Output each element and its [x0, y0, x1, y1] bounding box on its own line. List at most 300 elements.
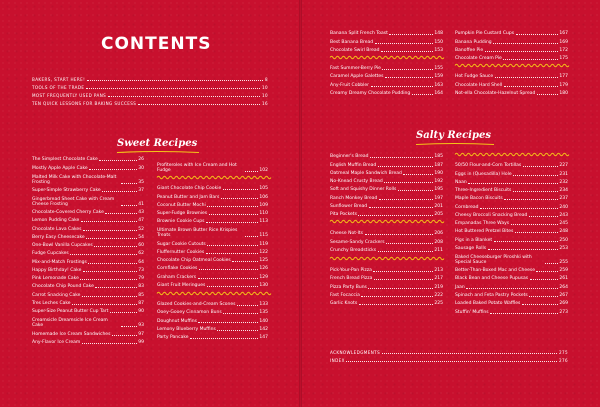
- toc-entry-title: Pumpkin Pie Custard Cups: [455, 31, 515, 37]
- dot-leader: [207, 206, 258, 207]
- toc-entry-title: ACKNOWLEDGMENTS: [330, 349, 381, 355]
- squiggle-divider: [157, 291, 268, 296]
- dot-leader: [207, 286, 258, 287]
- toc-entry[interactable]: [330, 265, 443, 273]
- toc-entry-title: Giant Fruit Meringues: [157, 282, 206, 288]
- dot-leader: [386, 243, 433, 244]
- toc-entry-title: TOOLS OF THE TRADE: [32, 84, 85, 90]
- toc-entry[interactable]: [157, 315, 268, 323]
- dot-leader: [384, 182, 433, 183]
- toc-entry[interactable]: [330, 281, 443, 289]
- toc-entry-title: Banoffee Pie: [455, 47, 484, 53]
- toc-entry-title: Sesame-Sandy Crackers: [330, 239, 385, 245]
- toc-entry-page: 261: [559, 276, 568, 282]
- toc-entry[interactable]: [455, 306, 568, 314]
- toc-entry-title: Sausage Rolls: [455, 245, 487, 251]
- dot-leader: [83, 271, 137, 272]
- toc-entry[interactable]: [32, 193, 144, 207]
- dot-leader: [485, 51, 558, 52]
- dot-leader: [110, 312, 137, 313]
- dot-leader: [80, 279, 136, 280]
- toc-entry-title: Fudge Cupcakes: [32, 251, 69, 257]
- toc-entry[interactable]: [157, 263, 268, 271]
- toc-entry[interactable]: [32, 256, 144, 264]
- toc-entry-page: 142: [259, 326, 268, 332]
- pies-group: [330, 63, 443, 96]
- toc-entry-page: 276: [558, 357, 568, 363]
- toc-entry-page: 115: [259, 233, 268, 239]
- toc-entry-page: 147: [259, 335, 268, 341]
- dot-leader: [70, 254, 137, 255]
- toc-entry-title: Chocolate Swirl Bread: [330, 47, 380, 53]
- toc-entry-page: 43: [138, 210, 144, 216]
- toc-entry-page: 60: [138, 243, 144, 249]
- toc-entry-page: 192: [434, 179, 443, 185]
- toc-entry-page: 240: [559, 204, 568, 210]
- toc-entry[interactable]: [455, 53, 568, 61]
- toc-entry[interactable]: [32, 207, 144, 215]
- dot-leader: [371, 86, 433, 87]
- toc-entry[interactable]: [32, 154, 144, 162]
- toc-entry-page: 269: [559, 301, 568, 307]
- toc-entry-title: Stuffin' Muffins: [455, 309, 489, 315]
- toc-entry-title: Chocolate-Covered Cherry Cake: [32, 210, 104, 216]
- dot-leader: [385, 77, 433, 78]
- dot-leader: [516, 34, 558, 35]
- toc-entry-page: 267: [559, 292, 568, 298]
- toc-entry[interactable]: [32, 328, 144, 336]
- dot-leader: [72, 304, 137, 305]
- dot-leader: [529, 216, 558, 217]
- toc-entry-title: 50/50 Flour-and-Corn Tortillas: [455, 163, 522, 169]
- toc-entry-title: Berry Easy Cheesecake: [32, 234, 85, 240]
- dot-leader: [221, 198, 258, 199]
- toc-entry-page: 153: [434, 47, 443, 53]
- toc-entry[interactable]: [32, 337, 144, 345]
- toc-entry-title: Pink Lemonade Cake: [32, 276, 79, 282]
- toc-entry[interactable]: [330, 28, 443, 36]
- toc-entry[interactable]: [330, 79, 443, 87]
- toc-entry-page: 97: [138, 331, 144, 337]
- toc-entry[interactable]: [157, 271, 268, 279]
- toc-entry-title: Lemony Blueberry Muffins: [157, 326, 216, 332]
- toc-entry-title: Banana Pudding: [455, 39, 492, 45]
- toc-entry-title: Ranch Monkey Bread: [330, 195, 378, 201]
- toc-entry[interactable]: [330, 236, 443, 244]
- toc-entry-page: 64: [138, 259, 144, 265]
- toc-entry-page: 8: [264, 76, 268, 82]
- dot-leader: [488, 249, 558, 250]
- toc-entry-title: Crunchy Breadsticks: [330, 247, 377, 253]
- dot-leader: [537, 94, 558, 95]
- toc-entry-page: 211: [434, 247, 443, 253]
- toc-entry-page: 222: [434, 292, 443, 298]
- toc-entry-title: Graham Crackers: [157, 274, 197, 280]
- dot-leader: [495, 77, 558, 78]
- dot-leader: [382, 69, 432, 70]
- toc-entry[interactable]: [32, 306, 144, 314]
- toc-entry[interactable]: [157, 255, 268, 263]
- toc-entry-page: 73: [138, 267, 144, 273]
- toc-entry-title: Fluffernutter Cookies: [157, 249, 205, 255]
- toc-entry-title: Hot Buttered Pretzel Bites: [455, 229, 514, 235]
- toc-entry-title: Pizza Party Buns: [330, 284, 367, 290]
- toc-entry-title: Not-ella Chocolate-Hazelnut Spread: [455, 90, 536, 96]
- dot-leader: [82, 296, 137, 297]
- toc-entry[interactable]: [157, 299, 268, 307]
- toc-entry[interactable]: [455, 273, 568, 281]
- toc-entry-title: BAKERS, START HERE!: [32, 76, 86, 82]
- toc-entry-title: Caramel Apple Galettes: [330, 74, 384, 80]
- dot-leader: [102, 191, 137, 192]
- toc-entry[interactable]: [330, 209, 443, 217]
- toc-entry[interactable]: [330, 151, 443, 159]
- toc-entry[interactable]: [157, 324, 268, 332]
- dot-leader: [529, 296, 558, 297]
- dot-leader: [522, 304, 558, 305]
- toc-entry[interactable]: [330, 184, 443, 192]
- toc-entry-title: Fast Summer-Berry Pie: [330, 66, 381, 72]
- salty-breads-group: [330, 151, 443, 217]
- toc-entry-title: Better-Than-Boxed Mac and Cheese: [455, 268, 535, 274]
- sweet-cakes-column: [32, 154, 144, 345]
- toc-entry[interactable]: [330, 159, 443, 167]
- salty-right-column: [455, 152, 568, 315]
- toc-entry-title: No-Knead Crusty Bread: [330, 179, 383, 185]
- toc-entry-title: Garlic Knots: [330, 301, 358, 307]
- toc-entry[interactable]: [330, 290, 443, 298]
- toc-entry-title: Baked Cheeseburger Piroshki with Special Sauce: [455, 254, 532, 265]
- toc-entry[interactable]: [455, 168, 568, 176]
- dot-leader: [190, 338, 258, 339]
- toc-entry-title: Ultimate Brown Butter Rice Krispies Treats: [157, 228, 238, 239]
- squiggle-divider: [330, 256, 443, 261]
- toc-entry[interactable]: [157, 307, 268, 315]
- dot-leader: [121, 326, 137, 327]
- toc-entry[interactable]: [32, 281, 144, 289]
- toc-entry[interactable]: [455, 218, 568, 226]
- toc-entry[interactable]: [455, 243, 568, 251]
- toc-entry[interactable]: [330, 347, 568, 355]
- dot-leader: [412, 94, 433, 95]
- toc-entry[interactable]: [455, 177, 568, 185]
- toc-entry-page: 208: [434, 239, 443, 245]
- dot-leader: [361, 296, 433, 297]
- toc-entry[interactable]: [32, 215, 144, 223]
- toc-entry-title: The Simplest Chocolate Cake: [32, 157, 98, 163]
- toc-entry-title: Sunflower Bread: [330, 203, 368, 209]
- toc-entry-page: 62: [138, 251, 144, 257]
- toc-entry[interactable]: [330, 228, 443, 236]
- toc-entry[interactable]: [157, 247, 268, 255]
- toc-entry-page: 119: [259, 241, 268, 247]
- toc-entry[interactable]: [330, 298, 443, 306]
- toc-entry-page: 248: [559, 229, 568, 235]
- toc-entry[interactable]: [455, 210, 568, 218]
- toc-entry[interactable]: [330, 168, 443, 176]
- toc-entry[interactable]: [455, 201, 568, 209]
- toc-entry-page: 140: [259, 318, 268, 324]
- toc-entry[interactable]: [157, 332, 268, 340]
- toc-entry-title: Chocolate Lava Cakes: [32, 226, 82, 232]
- toc-entry-title: One-Bowl Vanilla Cupcakes: [32, 243, 93, 249]
- toc-entry-page: 264: [559, 284, 568, 290]
- sweet-cookies-group: [157, 183, 268, 288]
- toc-entry-title: Cornflake Cookies: [157, 266, 198, 272]
- squiggle-divider: [157, 175, 268, 180]
- dot-leader: [493, 43, 558, 44]
- toc-entry[interactable]: [157, 216, 268, 224]
- dot-leader: [105, 213, 136, 214]
- dot-leader: [81, 221, 137, 222]
- dot-leader: [207, 245, 258, 246]
- dot-leader: [198, 278, 258, 279]
- squiggle-divider: [455, 63, 568, 68]
- dot-leader: [199, 269, 258, 270]
- dot-leader: [513, 175, 558, 176]
- toc-entry-title: MOST FREQUENTLY USED PANS: [32, 92, 107, 98]
- toc-entry-page: 37: [138, 187, 144, 193]
- toc-entry-page: 187: [434, 162, 443, 168]
- toc-entry-page: 26: [138, 157, 144, 163]
- toc-entry[interactable]: [455, 88, 568, 96]
- dot-leader: [536, 271, 557, 272]
- toc-entry-title: English Muffin Bread: [330, 162, 377, 168]
- toc-entry[interactable]: [32, 240, 144, 248]
- toc-entry[interactable]: [32, 248, 144, 256]
- toc-entry[interactable]: [455, 265, 568, 273]
- toc-entry[interactable]: [455, 160, 568, 168]
- dot-leader: [369, 207, 433, 208]
- toc-entry[interactable]: [330, 245, 443, 253]
- toc-entry[interactable]: [32, 223, 144, 231]
- toc-entry-page: 30: [138, 165, 144, 171]
- toc-entry[interactable]: [330, 71, 443, 79]
- dot-leader: [138, 104, 261, 105]
- dot-leader: [95, 287, 136, 288]
- toc-entry-title: Sugar Cookie Cutouts: [157, 241, 206, 247]
- toc-entry[interactable]: [157, 159, 268, 173]
- toc-entry[interactable]: [455, 251, 568, 265]
- dot-leader: [223, 189, 258, 190]
- toc-entry[interactable]: [32, 298, 144, 306]
- toc-entry-page: 83: [138, 284, 144, 290]
- toc-entry[interactable]: [455, 28, 568, 36]
- dot-leader: [370, 157, 433, 158]
- toc-entry[interactable]: [157, 183, 268, 191]
- dot-leader: [346, 361, 557, 362]
- toc-entry-page: 148: [434, 31, 443, 37]
- toc-entry-page: 175: [559, 56, 568, 62]
- dot-leader: [365, 234, 433, 235]
- toc-entry-page: 87: [138, 300, 144, 306]
- toc-entry[interactable]: [157, 191, 268, 199]
- toc-entry-page: 47: [138, 218, 144, 224]
- toc-entry-title: Empanadas Three Ways: [455, 221, 510, 227]
- toc-entry-title: Malted Milk Cake with Chocolate-Malt Frosting: [32, 174, 117, 185]
- salty-snacks-group: [455, 160, 568, 315]
- dot-leader: [108, 96, 261, 97]
- dot-leader: [89, 169, 137, 170]
- toc-entry[interactable]: [455, 79, 568, 87]
- toc-entry-page: 255: [559, 259, 568, 265]
- toc-entry-page: 35: [138, 179, 144, 185]
- toc-entry-title: French Bread Pizza: [330, 276, 373, 282]
- toc-entry-page: 109: [259, 202, 268, 208]
- dot-leader: [206, 222, 258, 223]
- toc-entry[interactable]: [32, 289, 144, 297]
- toc-entry-page: 90: [138, 309, 144, 315]
- toc-entry-page: 205: [434, 212, 443, 218]
- dot-leader: [99, 160, 137, 161]
- toc-entry[interactable]: [330, 176, 443, 184]
- dot-leader: [382, 353, 558, 354]
- toc-entry-page: 150: [434, 39, 443, 45]
- toc-entry[interactable]: [455, 185, 568, 193]
- toc-entry-title: Maple Bacon Biscuits: [455, 196, 503, 202]
- toc-entry-page: 125: [259, 258, 268, 264]
- toc-entry-title: Pita Pockets: [330, 212, 357, 218]
- toc-entry-title: Super-Size Peanut Butter Cup Tart: [32, 309, 109, 315]
- toc-entry[interactable]: [157, 238, 268, 246]
- toc-entry[interactable]: [32, 82, 268, 90]
- toc-entry-page: 201: [434, 203, 443, 209]
- toc-entry-title: Super-Fudge Brownies: [157, 211, 208, 217]
- front-matter-list: [32, 74, 268, 106]
- toc-entry[interactable]: [455, 226, 568, 234]
- toc-entry[interactable]: [157, 280, 268, 288]
- toc-entry-page: 54: [138, 234, 144, 240]
- dot-leader: [480, 208, 558, 209]
- toc-entry[interactable]: [330, 45, 443, 53]
- toc-entry-page: 275: [558, 349, 568, 355]
- toc-entry[interactable]: [455, 290, 568, 298]
- toc-entry-title: Spinach and Feta Pastry Pockets: [455, 292, 528, 298]
- toc-entry-title: Gingerbread Sheet Cake with Cream Cheese Frosting: [32, 196, 115, 207]
- toc-entry-title: Brownie Cookie Cups: [157, 219, 205, 225]
- toc-entry[interactable]: [330, 192, 443, 200]
- toc-entry[interactable]: [157, 200, 268, 208]
- toc-entry[interactable]: [32, 162, 144, 170]
- toc-entry-title: Peanut Butter and Jam Bars: [157, 194, 220, 200]
- toc-entry-title: Glazed Cookies-and-Cream Scones: [157, 302, 236, 308]
- toc-entry-page: 232: [559, 179, 568, 185]
- dot-leader: [206, 253, 258, 254]
- toc-entry[interactable]: [455, 36, 568, 44]
- toc-entry-page: 133: [259, 302, 268, 308]
- toc-entry-title: Lemon Pudding Cake: [32, 218, 80, 224]
- toc-entry-page: 122: [259, 249, 268, 255]
- toc-entry[interactable]: [32, 74, 268, 82]
- toc-entry-title: Profiteroles with Ice Cream and Hot Fudge: [157, 163, 237, 173]
- dot-leader: [368, 288, 433, 289]
- toc-entry[interactable]: [455, 281, 568, 289]
- toc-entry-title: INDEX: [330, 357, 345, 363]
- toc-entry[interactable]: [330, 88, 443, 96]
- salty-pizza-group: [330, 265, 443, 306]
- dot-leader: [245, 171, 258, 172]
- toc-entry[interactable]: [32, 265, 144, 273]
- toc-entry-title: Creamsicle Dreamsicle Ice Cream Cake: [32, 318, 108, 329]
- dot-leader: [374, 279, 433, 280]
- sweet-recipes-heading: Sweet Recipes: [117, 138, 198, 149]
- toc-entry-page: 177: [559, 74, 568, 80]
- toc-entry-title: Pigs in a Blanket: [455, 237, 493, 243]
- toc-entry[interactable]: [32, 98, 268, 106]
- dot-leader: [86, 88, 261, 89]
- toc-entry[interactable]: [330, 36, 443, 44]
- toc-entry[interactable]: [330, 273, 443, 281]
- toc-entry-page: 245: [559, 221, 568, 227]
- dot-leader: [398, 190, 433, 191]
- toc-entry-title: Mix-and-Match Frostings: [32, 259, 87, 265]
- heading-underline: [416, 142, 494, 146]
- toc-entry[interactable]: [455, 234, 568, 242]
- toc-entry[interactable]: [157, 208, 268, 216]
- dot-leader: [494, 241, 558, 242]
- toc-entry-title: Chocolate Chip Oatmeal Cookies: [157, 258, 231, 264]
- toc-entry[interactable]: [32, 232, 144, 240]
- toc-entry-title: Cheese Not-Its: [330, 231, 364, 237]
- sweet-profiteroles-group: [157, 159, 268, 173]
- toc-entry[interactable]: [455, 298, 568, 306]
- toc-entry-title: Party Pancake: [157, 335, 189, 341]
- toc-entry-page: 169: [559, 39, 568, 45]
- toc-entry-page: 159: [434, 74, 443, 80]
- toc-entry-title: Banana Split French Toast: [330, 31, 388, 37]
- toc-entry-title: Tres Leches Cake: [32, 300, 71, 306]
- dot-leader: [504, 86, 558, 87]
- dot-leader: [504, 199, 558, 200]
- dot-leader: [403, 174, 433, 175]
- sauces-group: [455, 71, 568, 96]
- dot-leader: [121, 205, 137, 206]
- toc-entry[interactable]: [330, 63, 443, 71]
- toc-entry-title: Oatmeal Maple Sandwich Bread: [330, 170, 402, 176]
- toc-entry-page: 99: [138, 339, 144, 345]
- toc-entry-title: Beginner's Bread: [330, 154, 369, 160]
- toc-entry-page: 52: [138, 226, 144, 232]
- dot-leader: [83, 230, 137, 231]
- toc-entry-page: 85: [138, 292, 144, 298]
- toc-entry-title: Chocolate Hard Shell: [455, 82, 503, 88]
- toc-entry[interactable]: [455, 71, 568, 79]
- toc-entry[interactable]: [32, 314, 144, 328]
- dot-leader: [223, 313, 258, 314]
- toc-entry-page: 197: [434, 195, 443, 201]
- toc-entry-title: Hot Fudge Sauce: [455, 74, 494, 80]
- toc-entry[interactable]: [330, 201, 443, 209]
- toc-entry-title: Carrot Snacking Cake: [32, 292, 81, 298]
- toc-entry-page: 227: [559, 163, 568, 169]
- toc-entry-page: 234: [559, 188, 568, 194]
- toc-entry[interactable]: [330, 355, 568, 363]
- toc-entry-title: Fast Focaccia: [330, 292, 360, 298]
- dot-leader: [466, 288, 558, 289]
- dot-leader: [523, 166, 558, 167]
- back-matter-list: [330, 347, 568, 363]
- dot-leader: [88, 263, 136, 264]
- toc-entry[interactable]: [157, 224, 268, 238]
- toc-entry[interactable]: [455, 193, 568, 201]
- page-title: CONTENTS: [101, 34, 212, 54]
- dot-leader: [121, 183, 137, 184]
- toc-entry[interactable]: [32, 171, 144, 185]
- toc-entry[interactable]: [32, 90, 268, 98]
- toc-entry[interactable]: [32, 273, 144, 281]
- toc-entry[interactable]: [32, 185, 144, 193]
- toc-entry[interactable]: [455, 45, 568, 53]
